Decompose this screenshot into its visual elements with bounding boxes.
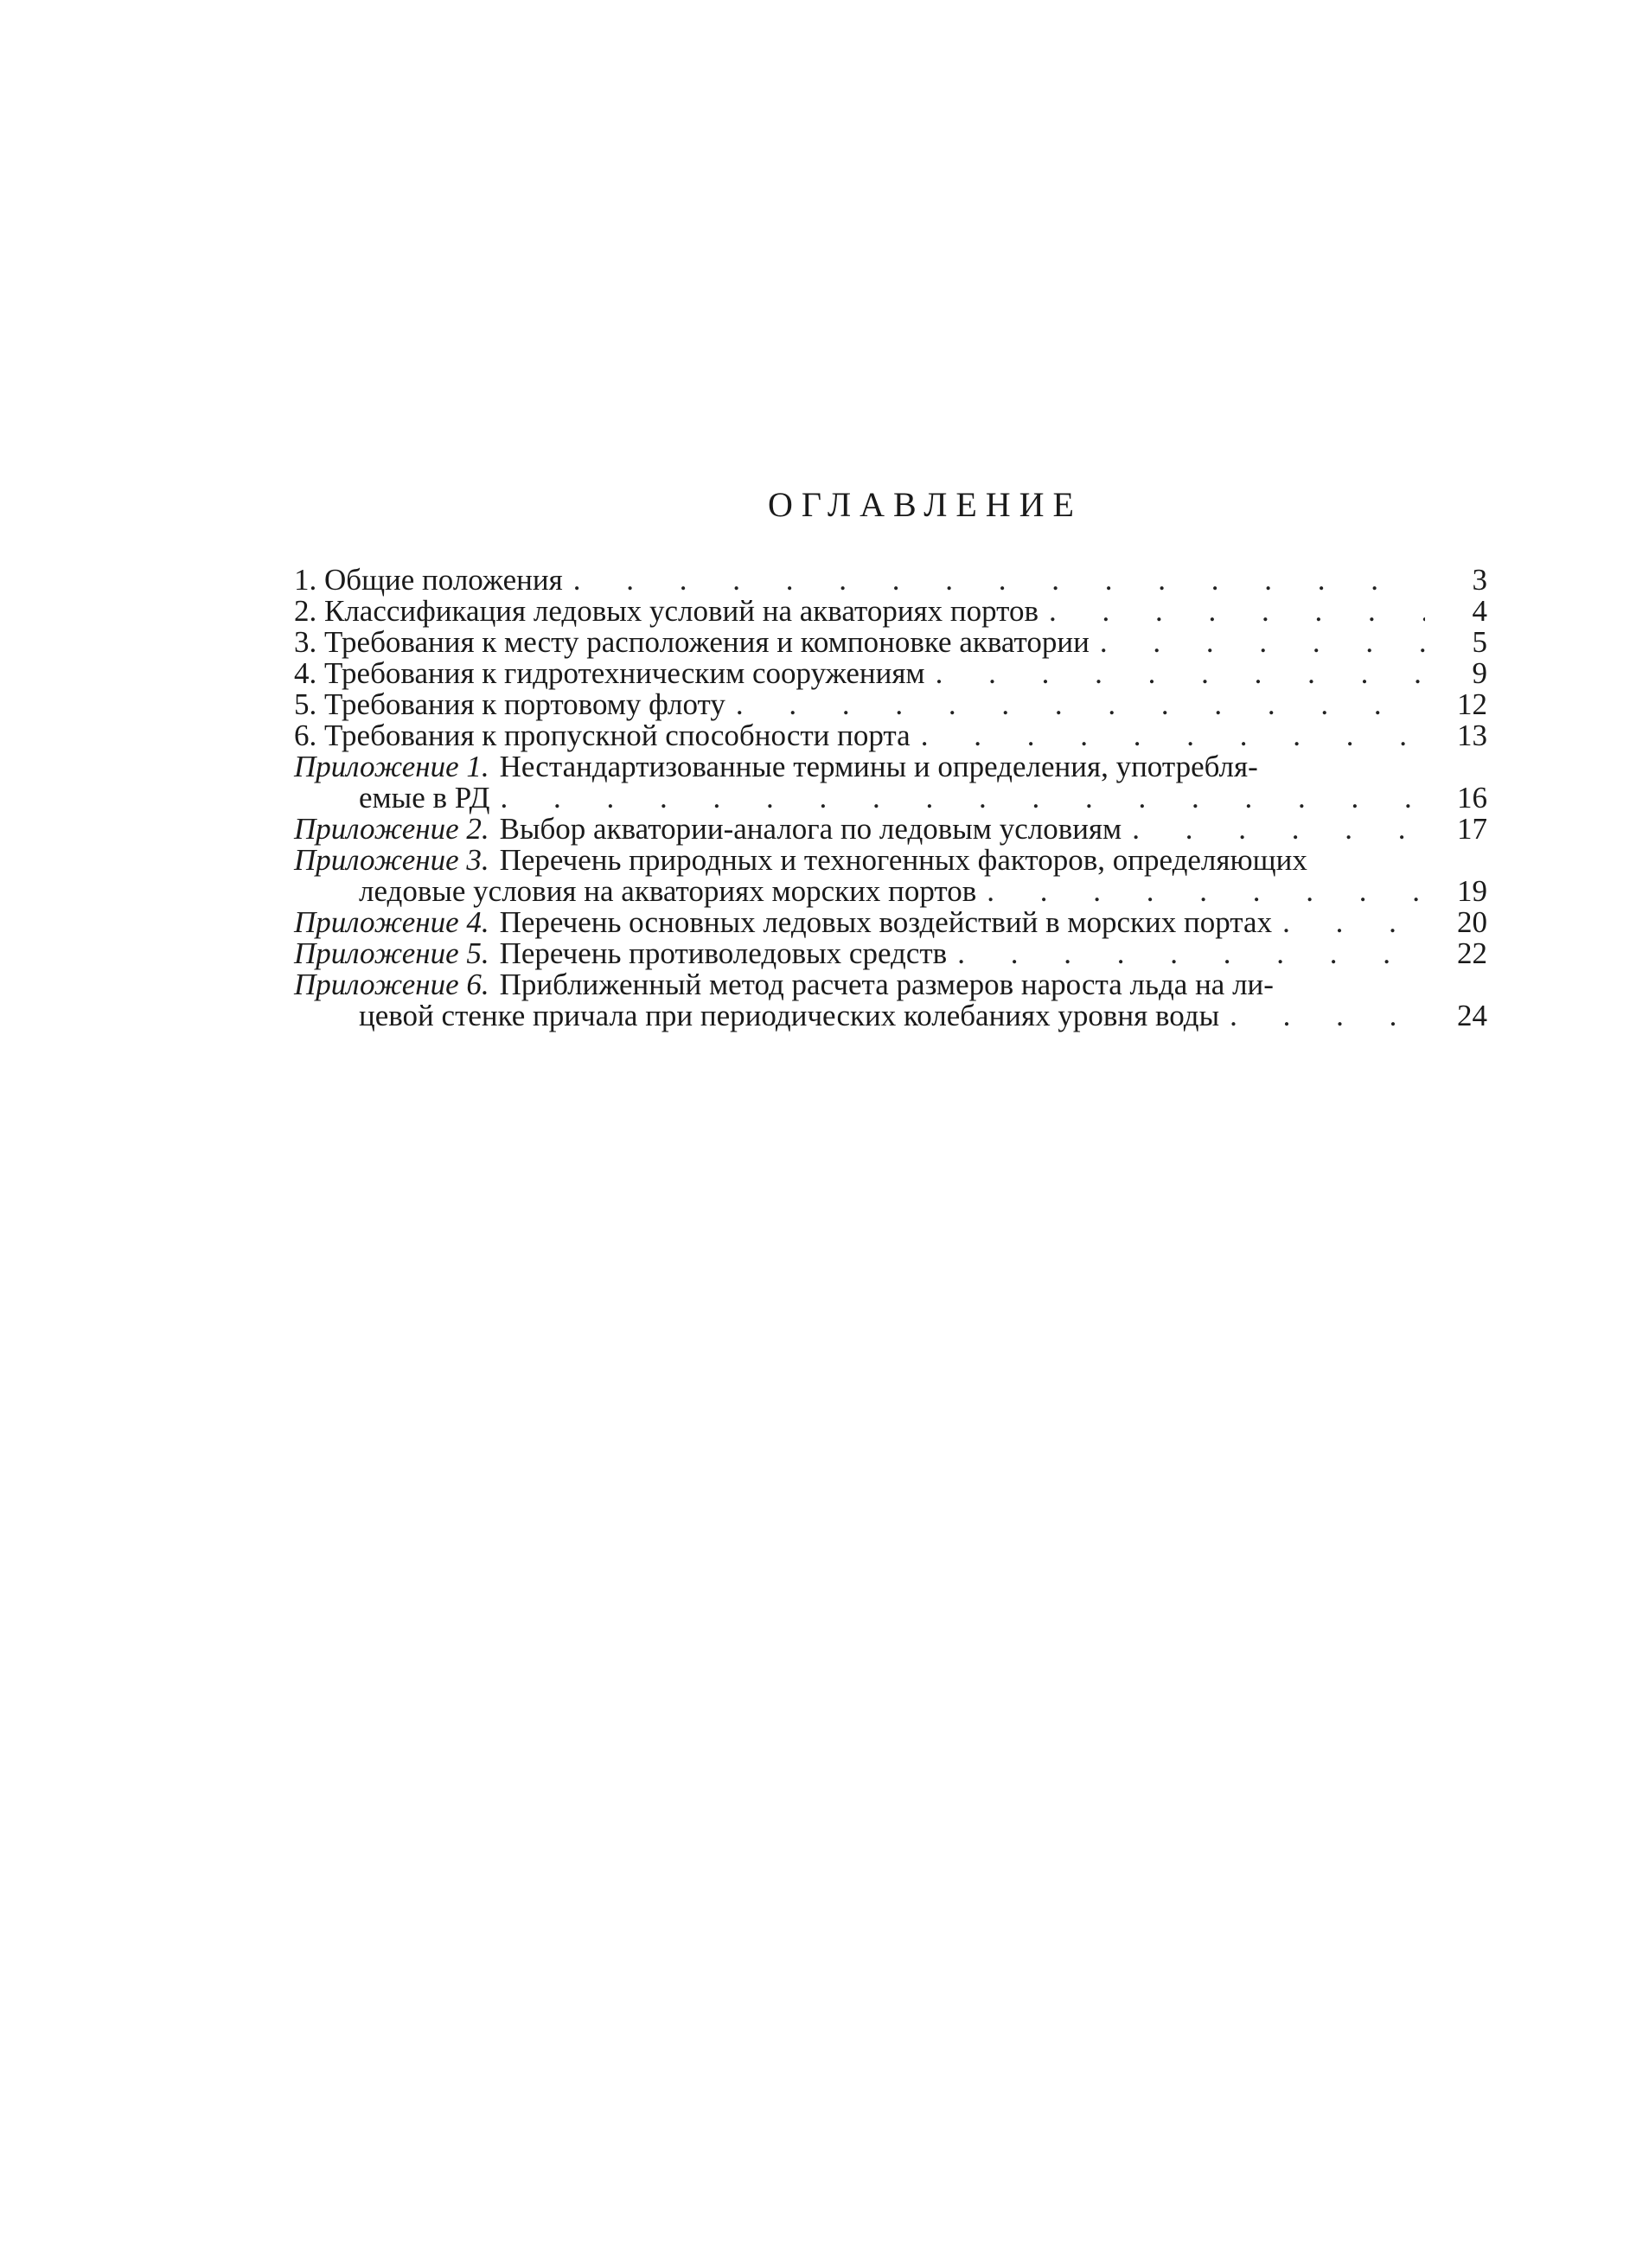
toc-entry-label: Нестандартизованные термины и определения, употребля- xyxy=(499,750,1258,783)
toc-entry-label: Перечень природных и техногенных факторов, определяющих xyxy=(499,843,1307,877)
toc-entry-label: Перечень основных ледовых воздействий в морских портах xyxy=(499,905,1273,939)
toc-entry-page: 4 xyxy=(1472,594,1487,628)
toc-entry-label: 5. Требования к портовому флоту xyxy=(294,687,725,721)
dot-leader xyxy=(1049,596,1425,627)
dot-leader xyxy=(936,658,1425,689)
toc-entry-page: 5 xyxy=(1472,625,1487,659)
appendix-prefix: Приложение 2. xyxy=(294,812,489,846)
toc-entry-page: 12 xyxy=(1457,687,1487,721)
toc-entry-label: 2. Классификация ледовых условий на акваториях портов xyxy=(294,594,1039,628)
toc-entry xyxy=(294,596,1487,627)
dot-leader xyxy=(957,938,1425,969)
toc-entry-label: 3. Требования к месту расположения и компоновке акватории xyxy=(294,625,1090,659)
toc-entry-page: 13 xyxy=(1457,719,1487,752)
toc-entry xyxy=(294,658,1487,689)
toc-entry-page: 17 xyxy=(1457,812,1487,846)
dot-leader xyxy=(1100,627,1425,658)
toc-entry-page: 22 xyxy=(1457,936,1487,970)
dot-leader xyxy=(1230,1000,1425,1032)
toc-title: ОГЛАВЛЕНИЕ xyxy=(768,485,1083,524)
toc-entry-label: 6. Требования к пропускной способности порта xyxy=(294,719,911,752)
toc-entry-appendix xyxy=(294,938,1487,969)
toc-entry-page: 3 xyxy=(1472,563,1487,597)
dot-leader xyxy=(573,565,1425,596)
toc-entry-label: Выбор акватории-аналога по ледовым условиям xyxy=(499,812,1122,846)
toc-entry-label: 4. Требования к гидротехническим сооружениям xyxy=(294,656,925,690)
toc-entry xyxy=(294,627,1487,658)
toc-entry-label: Перечень противоледовых средств xyxy=(499,936,948,970)
toc-entry-appendix xyxy=(294,907,1487,938)
dot-leader xyxy=(987,876,1425,907)
appendix-prefix: Приложение 1. xyxy=(294,750,489,783)
toc-entry xyxy=(294,720,1487,751)
toc-entry-appendix xyxy=(294,814,1487,845)
dot-leader xyxy=(1132,814,1425,845)
toc-entry-label-continuation: цевой стенке причала при периодических колебаниях уровня воды xyxy=(359,999,1220,1032)
appendix-prefix: Приложение 6. xyxy=(294,968,489,1001)
toc-entry-page: 9 xyxy=(1472,656,1487,690)
toc-entry-label-continuation: емые в РД xyxy=(359,781,490,815)
dot-leader xyxy=(1282,907,1425,938)
appendix-prefix: Приложение 5. xyxy=(294,936,489,970)
dot-leader xyxy=(736,689,1425,720)
appendix-prefix: Приложение 4. xyxy=(294,905,489,939)
table-of-contents xyxy=(294,484,1487,1032)
toc-entry-appendix xyxy=(294,969,1487,1032)
toc-entry xyxy=(294,565,1487,596)
toc-entry-page: 19 xyxy=(1457,874,1487,908)
toc-entry-appendix xyxy=(294,751,1487,814)
appendix-prefix: Приложение 3. xyxy=(294,843,489,877)
toc-entry-appendix xyxy=(294,845,1487,907)
toc-entry-page: 24 xyxy=(1457,999,1487,1032)
toc-entry-label-continuation: ледовые условия на акваториях морских портов xyxy=(359,874,977,908)
dot-leader xyxy=(921,720,1425,751)
toc-entry xyxy=(294,689,1487,720)
toc-entry-label: 1. Общие положения xyxy=(294,563,563,597)
toc-entry-label: Приближенный метод расчета размеров нароста льда на ли- xyxy=(499,968,1274,1001)
dot-leader xyxy=(500,783,1425,814)
toc-entry-page: 20 xyxy=(1457,905,1487,939)
toc-entry-page: 16 xyxy=(1457,781,1487,815)
